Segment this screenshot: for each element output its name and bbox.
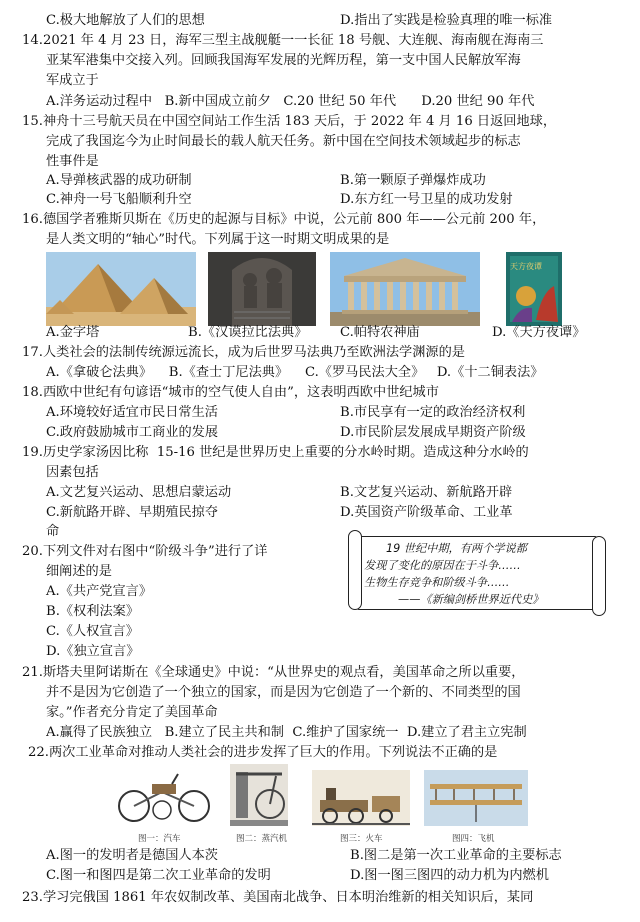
book-cover-title: 天方夜谭 (510, 262, 542, 271)
q19-option-b: B.文艺复兴运动、新航路开辟 (340, 485, 513, 500)
q15-option-a: A.导弹核武器的成功研制 (46, 173, 192, 188)
q14-options: A.洋务运动过程中 B.新中国成立前夕 C.20 世纪 50 年代 D.20 世纪 90 年代 (46, 94, 535, 109)
caption-figure-4: 图四：飞机 (452, 834, 495, 844)
q20-option-a: A.《共产党宣言》 (46, 584, 153, 599)
q16-stem-line-2: 是人类文明的“轴心”时代。下列属于这一时期文明成果的是 (46, 232, 390, 247)
quote-source: ——《新编剑桥世界近代史》 (398, 593, 544, 606)
q20-option-d: D.《独立宣言》 (46, 644, 140, 659)
q19-option-c: C.新航路开辟、早期殖民掠夺 (46, 505, 219, 520)
q17-stem: 17.人类社会的法制传统源远流长，成为后世罗马法典乃至欧洲法学渊源的是 (22, 345, 465, 360)
parthenon-image (330, 252, 480, 326)
q15-option-b: B.第一颗原子弹爆炸成功 (340, 173, 486, 188)
q22-option-c: C.图一和图四是第二次工业革命的发明 (46, 868, 271, 883)
quote-line-1: 19 世纪中期，有两个学说都 (386, 542, 527, 555)
scroll-curl-right (592, 536, 606, 616)
q15-option-c: C.神舟一号飞船顺利升空 (46, 192, 192, 207)
quote-line-2: 发现了变化的原因在于斗争…… (364, 559, 521, 572)
pyramids-image (46, 252, 196, 326)
quote-scroll (346, 528, 608, 616)
q15-stem-line-2: 完成了我国迄今为止时间最长的载人航天任务。新中国在空间技术领域起步的标志 (46, 134, 521, 149)
quote-line-3: 生物生存竞争和阶级斗争…… (364, 576, 510, 589)
q21-stem-line-3: 家。”作者充分肯定了美国革命 (46, 705, 218, 720)
q19-option-a: A.文艺复兴运动、思想启蒙运动 (46, 485, 232, 500)
q13-option-c: C.极大地解放了人们的思想 (46, 13, 205, 28)
steam-engine-image (230, 764, 288, 826)
q22-stem: 22.两次工业革命对推动人类社会的进步发挥了巨大的作用。下列说法不正确的是 (28, 745, 498, 760)
q16-option-d: D.《天方夜谭》 (492, 325, 586, 340)
scroll-curl-left (348, 530, 362, 610)
q19-option-d: D.英国资产阶级革命、工业革 (340, 505, 513, 520)
q20-stem-line-2: 细阐述的是 (46, 564, 112, 579)
q19-stem-line-1: 19.历史学家汤因比称 15-16 世纪是世界历史上重要的分水岭时期。造成这种分水岭的 (22, 445, 529, 460)
q22-option-d: D.图一图三图四的动力机为内燃机 (350, 868, 549, 883)
q14-stem-line-3: 军成立于 (46, 73, 99, 88)
automobile-image (112, 770, 216, 824)
q18-option-a: A.环境较好适宜市民日常生活 (46, 405, 218, 420)
q16-option-b: B.《汉谟拉比法典》 (188, 325, 308, 340)
q16-option-c: C.帕特农神庙 (340, 325, 420, 340)
q14-stem-line-1: 14.2021 年 4 月 23 日，海军三型主战舰艇一一长征 18 号舰、大连舰、海南舰在海南三 (22, 33, 544, 48)
q21-stem-line-2: 并不是因为它创造了一个独立的国家，而是因为它创造了一个新的、不同类型的国 (46, 685, 521, 700)
q18-option-b: B.市民享有一定的政治经济权利 (340, 405, 526, 420)
q14-stem-line-2: 亚某军港集中交接入列。回顾我国海军发展的光辉历程，第一支中国人民解放军海 (46, 53, 521, 68)
q22-option-a: A.图一的发明者是德国人本茨 (46, 848, 218, 863)
q20-stem-line-1: 20.下列文件对右图中“阶级斗争”进行了详 (22, 544, 268, 559)
caption-figure-3: 图三：火车 (340, 834, 383, 844)
q16-option-a: A.金字塔 (46, 325, 100, 340)
q18-stem: 18.西欧中世纪有句谚语“城市的空气使人自由”，这表明西欧中世纪城市 (22, 385, 439, 400)
q15-option-d: D.东方红一号卫星的成功发射 (340, 192, 513, 207)
q18-option-d: D.市民阶层发展成早期资产阶级 (340, 425, 526, 440)
airplane-image (424, 770, 528, 826)
q15-stem-line-3: 性事件是 (46, 154, 99, 169)
q18-option-c: C.政府鼓励城市工商业的发展 (46, 425, 219, 440)
q17-options: A.《拿破仑法典》 B.《查士丁尼法典》 C.《罗马民法大全》 D.《十二铜表法》 (46, 365, 544, 380)
q15-stem-line-1: 15.神舟十三号航天员在中国空间站工作生活 183 天后，于 2022 年 4 月 16 日返回地球， (22, 114, 557, 129)
q20-option-c: C.《人权宣言》 (46, 624, 139, 639)
q22-option-b: B.图二是第一次工业革命的主要标志 (350, 848, 562, 863)
q21-options: A.赢得了民族独立 B.建立了民主共和制 C.维护了国家统一 D.建立了君主立宪制 (46, 725, 527, 740)
caption-figure-1: 图一：汽车 (138, 834, 181, 844)
q13-option-d: D.指出了实践是检验真理的唯一标准 (340, 13, 553, 28)
q21-stem-line-1: 21.斯塔夫里阿诺斯在《全球通史》中说：“从世界史的观点看，美国革命之所以重要， (22, 665, 525, 680)
q23-stem-line-1: 23.学习完俄国 1861 年农奴制改革、美国南北战争、日本明治维新的相关知识后，某同 (22, 890, 534, 905)
train-image (312, 770, 410, 826)
q19-option-c-wrap: 命 (46, 524, 60, 539)
hammurabi-code-image (208, 252, 316, 326)
q19-stem-line-2: 因素包括 (46, 465, 99, 480)
arabian-nights-book-image (506, 252, 562, 326)
q20-option-b: B.《权利法案》 (46, 604, 140, 619)
caption-figure-2: 图二：蒸汽机 (236, 834, 288, 844)
q16-stem-line-1: 16.德国学者雅斯贝斯在《历史的起源与目标》中说，公元前 800 年——公元前 200 年， (22, 212, 546, 227)
